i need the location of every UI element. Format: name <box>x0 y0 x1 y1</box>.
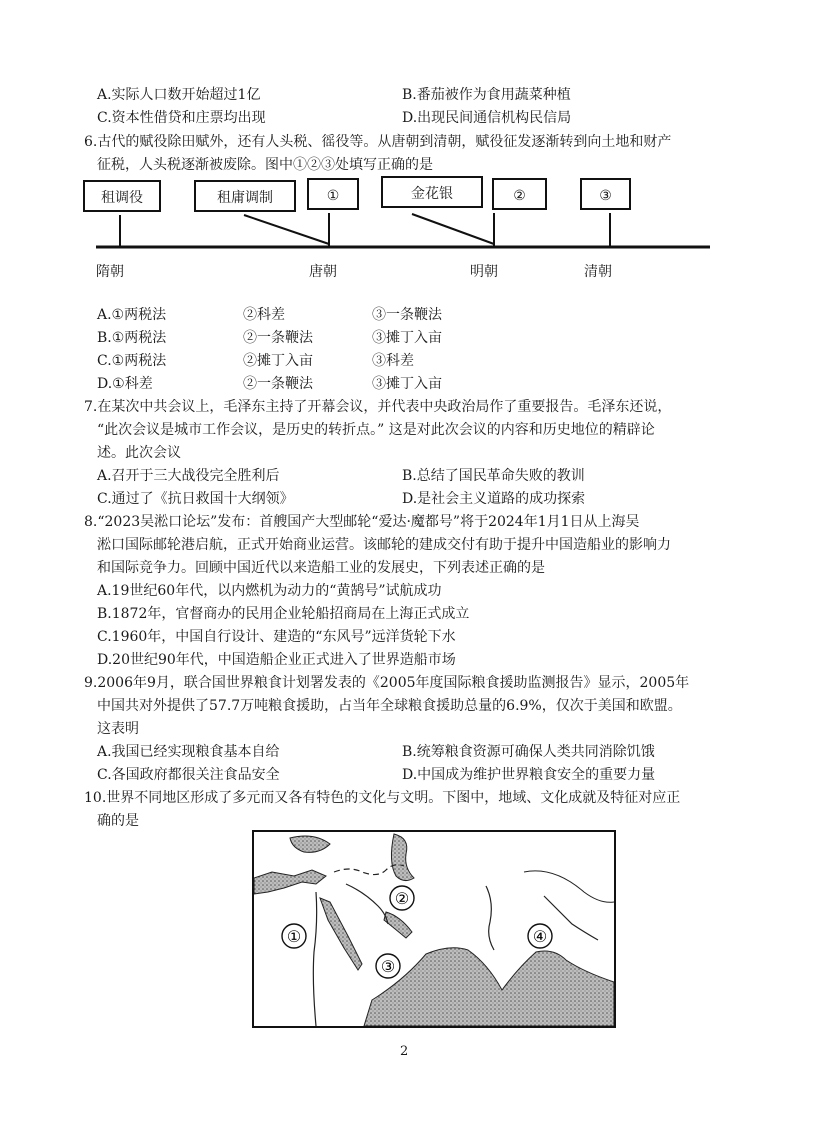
era-label-tang: 唐朝 <box>309 264 337 280</box>
q9-option-a: A.我国已经实现粮食基本自给 <box>97 744 280 760</box>
sea-mediterranean <box>254 870 326 894</box>
q8-stem-line3: 和国际竞争力。回顾中国近代以来造船工业的发展史，下列表述正确的是 <box>97 560 545 576</box>
q8-option-d: D.20世纪90年代，中国造船企业正式进入了世界造船市场 <box>97 652 456 668</box>
q6-option-a-3: ③一条鞭法 <box>372 307 442 323</box>
q5-option-c: C.资本性借贷和庄票均出现 <box>97 110 266 126</box>
map-marker-2: ② <box>394 889 410 908</box>
era-label-ming: 明朝 <box>470 264 498 280</box>
q8-stem-line1: 8.“2023吴淞口论坛”发布：首艘国产大型邮轮“爱达·魔都号”将于2024年1月1日从上海吴 <box>84 514 640 530</box>
q6-option-b-1: B.①两税法 <box>97 330 167 346</box>
q9-option-c: C.各国政府都很关注食品安全 <box>97 767 280 783</box>
q7-option-a: A.召开于三大战役完全胜利后 <box>97 468 280 484</box>
q6-option-a-2: ②科差 <box>243 307 285 323</box>
timeline-box-blank-3: ③ <box>580 178 631 210</box>
q7-stem-line2: “此次会议是城市工作会议，是历史的转折点。” 这是对此次会议的内容和历史地位的精辟论 <box>97 422 655 438</box>
era-label-qing: 清朝 <box>584 264 612 280</box>
connector-jinhuayin <box>412 214 494 244</box>
q7-option-b: B.总结了国民革命失败的教训 <box>402 468 585 484</box>
q5-option-b: B.番茄被作为食用蔬菜种植 <box>402 87 571 103</box>
mountain-line <box>524 871 614 902</box>
q6-option-c-2: ②摊丁入亩 <box>243 353 313 369</box>
q6-option-b-3: ③摊丁入亩 <box>372 330 442 346</box>
q8-option-a: A.19世纪60年代，以内燃机为动力的“黄鹄号”试航成功 <box>97 583 442 599</box>
q5-option-a: A.实际人口数开始超过1亿 <box>97 87 261 103</box>
era-label-sui: 隋朝 <box>96 264 124 280</box>
q6-stem-line1: 6.古代的赋役除田赋外，还有人头税、徭役等。从唐朝到清朝，赋役征发逐渐转到向土地和财产 <box>84 134 672 150</box>
sea-red <box>320 898 362 970</box>
map-drawing <box>254 832 614 1026</box>
q6-option-a-1: A.①两税法 <box>97 307 167 323</box>
q7-option-d: D.是社会主义道路的成功探索 <box>402 491 586 507</box>
q7-stem-line3: 述。此次会议 <box>97 445 181 461</box>
q9-stem-line2: 中国共对外提供了57.7万吨粮食援助，占当年全球粮食援助总量的6.9%，仅次于美国和欧盟。 <box>97 698 682 714</box>
q6-option-c-1: C.①两税法 <box>97 353 167 369</box>
timeline-box-zudiaoyi: 租调役 <box>83 180 161 212</box>
map-marker-1: ① <box>286 927 302 946</box>
river-tigris-euphrates <box>346 884 388 924</box>
timeline-lines <box>0 0 814 300</box>
q10-stem-line1: 10.世界不同地区形成了多元而又各有特色的文化与文明。下图中，地域、文化成就及特征对应正 <box>84 790 681 806</box>
q7-option-c: C.通过了《抗日救国十大纲领》 <box>97 491 294 507</box>
timeline-box-jinhuayin: 金花银 <box>381 176 483 208</box>
q7-stem-line1: 7.在某次中共会议上，毛泽东主持了开幕会议，并代表中央政治局作了重要报告。毛泽东还说， <box>84 399 672 415</box>
q6-option-d-1: D.①科差 <box>97 376 153 392</box>
q8-option-c: C.1960年，中国自行设计、建造的“东风号”远洋货轮下水 <box>97 629 456 645</box>
q9-stem-line3: 这表明 <box>97 721 139 737</box>
q10-stem-line2: 确的是 <box>97 813 139 829</box>
q6-option-c-3: ③科差 <box>372 353 414 369</box>
q6-option-d-2: ②一条鞭法 <box>243 376 313 392</box>
sea-persian-gulf <box>384 912 412 938</box>
timeline-box-zuyongdiao: 租庸调制 <box>194 180 296 212</box>
q8-stem-line2: 淞口国际邮轮港启航，正式开始商业运营。该邮轮的建成交付有助于提升中国造船业的影响力 <box>97 537 671 553</box>
q5-option-d: D.出现民间通信机构民信局 <box>402 110 572 126</box>
q8-option-b: B.1872年，官督商办的民用企业轮船招商局在上海正式成立 <box>97 606 470 622</box>
q9-option-d: D.中国成为维护世界粮食安全的重要力量 <box>402 767 656 783</box>
connector-zuyongdiao <box>244 215 329 244</box>
river-indus <box>486 886 494 950</box>
q6-stem-line2: 征税，人头税逐渐被废除。图中①②③处填写正确的是 <box>97 157 433 173</box>
q6-option-b-2: ②一条鞭法 <box>243 330 313 346</box>
sea-indian-ocean <box>364 948 614 1026</box>
sea-black <box>290 836 330 852</box>
q6-option-d-3: ③摊丁入亩 <box>372 376 442 392</box>
page-number: 2 <box>400 1044 409 1059</box>
map-marker-4: ④ <box>532 927 548 946</box>
river-nile <box>313 892 316 1026</box>
map-marker-3: ③ <box>380 957 396 976</box>
q9-stem-line1: 9.2006年9月，联合国世界粮食计划署发表的《2005年度国际粮食援助监测报告》显示，2005年 <box>84 675 690 691</box>
timeline-box-blank-1: ① <box>307 178 359 210</box>
q9-option-b: B.统筹粮食资源可确保人类共同消除饥饿 <box>402 744 655 760</box>
sea-caspian <box>391 834 414 881</box>
q10-map <box>252 830 616 1028</box>
timeline-box-blank-2: ② <box>492 178 547 210</box>
